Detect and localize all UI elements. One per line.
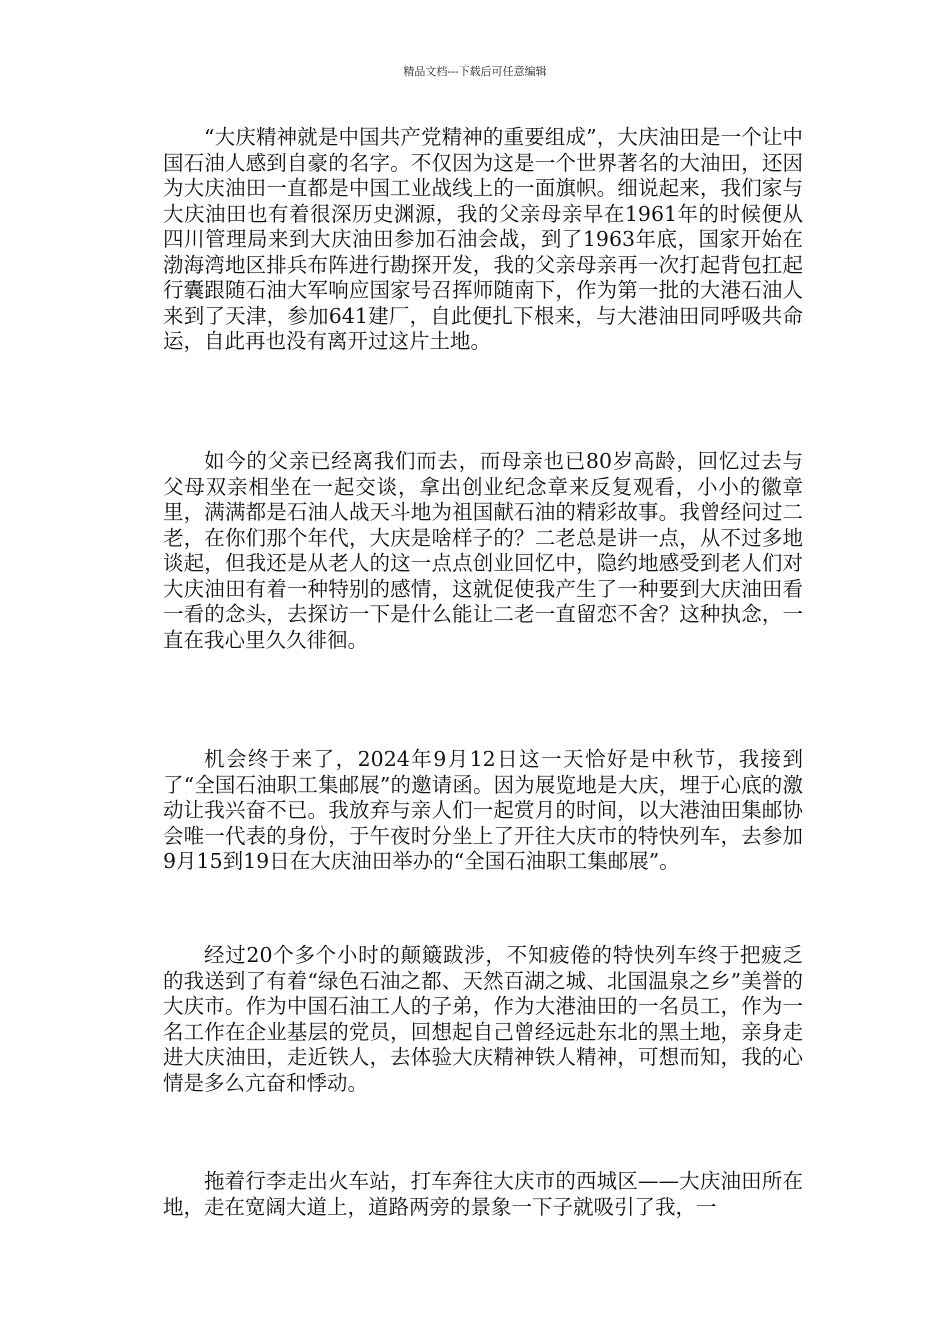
page-header: 精品文档---下载后可任意编辑 <box>403 65 547 78</box>
paragraph-3: 机会终于来了，2024年9月12日这一天恰好是中秋节，我接到了“全国石油职工集邮展”的邀请函。因为展览地是大庆，埋于心底的激动让我兴奋不已。我放弃与亲人们一起赏月的时间，以大港油田集邮协会唯一代表的身份，于午夜时分坐上了开往大庆市的特快列车，去参加9月15到19日在大庆油田举办的“全国石油职工集邮展”。 <box>163 747 803 873</box>
paragraph-4: 经过20个多个小时的颠簸跋涉，不知疲倦的特快列车终于把疲乏的我送到了有着“绿色石油之都、天然百湖之城、北国温泉之乡”美誉的大庆市。作为中国石油工人的子弟，作为大港油田的一名员工，作为一名工作在企业基层的党员，回想起自己曾经远赴东北的黑土地，亲身走进大庆油田，走近铁人，去体验大庆精神铁人精神，可想而知，我的心情是多么亢奋和悸动。 <box>163 943 803 1095</box>
paragraph-5: 拖着行李走出火车站，打车奔往大庆市的西城区——大庆油田所在地，走在宽阔大道上，道路两旁的景象一下子就吸引了我，一 <box>163 1169 803 1219</box>
paragraph-1: “大庆精神就是中国共产党精神的重要组成”，大庆油田是一个让中国石油人感到自豪的名字。不仅因为这是一个世界著名的大油田，还因为大庆油田一直都是中国工业战线上的一面旗帜。细说起来，我们家与大庆油田也有着很深历史渊源，我的父亲母亲早在1961年的时候便从四川管理局来到大庆油田参加石油会战，到了1963年底，国家开始在渤海湾地区排兵布阵进行勘探开发，我的父亲母亲再一次打起背包扛起行囊跟随石油大军响应国家号召挥师随南下，作为第一批的大港石油人来到了天津，参加641建厂，自此便扎下根来，与大港油田同呼吸共命运，自此再也没有离开过这片土地。 <box>163 125 803 353</box>
paragraph-2: 如今的父亲已经离我们而去，而母亲也已80岁高龄，回忆过去与父母双亲相坐在一起交谈，拿出创业纪念章来反复观看，小小的徽章里，满满都是石油人战天斗地为祖国献石油的精彩故事。我曾经问过二老，在你们那个年代，大庆是啥样子的？二老总是讲一点，从不过多地谈起，但我还是从老人的这一点点创业回忆中，隐约地感受到老人们对大庆油田有着一种特别的感情，这就促使我产生了一种要到大庆油田看一看的念头，去探访一下是什么能让二老一直留恋不舍？这种执念，一直在我心里久久徘徊。 <box>163 449 803 652</box>
